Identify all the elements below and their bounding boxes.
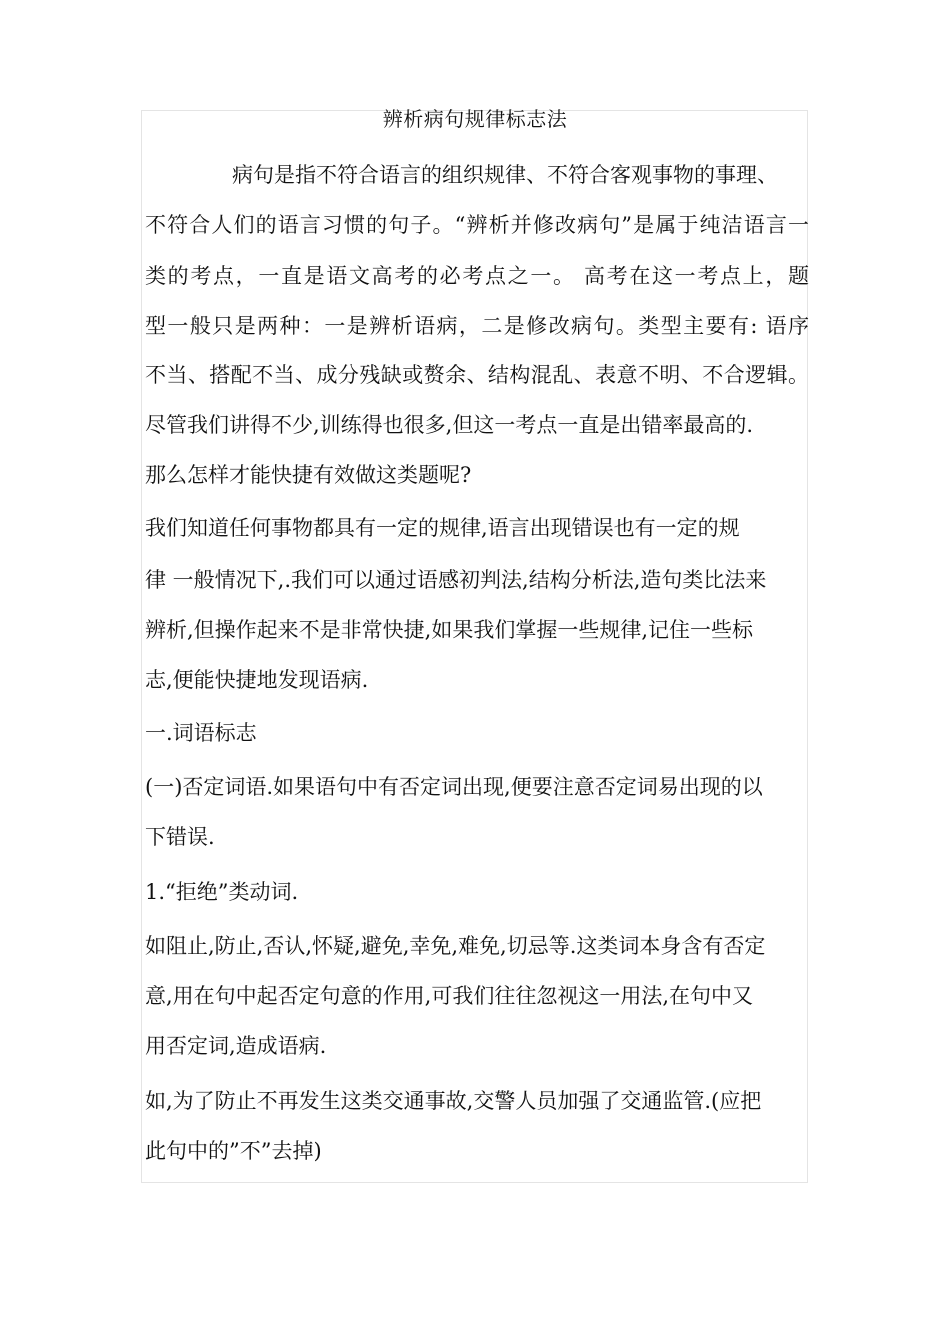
paragraph-line: 意,用在句中起否定句意的作用,可我们往往忽视这一用法,在句中又 <box>145 984 754 1008</box>
paragraph-line: 如阻止,防止,否认,怀疑,避免,幸免,难免,切忌等.这类词本身含有否定 <box>145 934 766 958</box>
paragraph-line: 律 一般情况下,.我们可以通过语感初判法,结构分析法,造句类比法来 <box>145 568 767 592</box>
paragraph-line: 用否定词,造成语病. <box>145 1034 327 1058</box>
paragraph-line: 如,为了防止不再发生这类交通事故,交警人员加强了交通监管.(应把 <box>145 1089 762 1113</box>
subsection-heading: 1.“拒绝”类动词. <box>145 880 299 904</box>
section-heading: 一.词语标志 <box>145 721 257 745</box>
paragraph-line: 我们知道任何事物都具有一定的规律,语言出现错误也有一定的规 <box>145 516 740 540</box>
paragraph-line: 此句中的”不”去掉) <box>145 1139 322 1163</box>
paragraph-line: 型一般只是两种：一是辨析语病，二是修改病句。类型主要有: 语序 <box>145 314 809 338</box>
paragraph-line: 辨析,但操作起来不是非常快捷,如果我们掌握一些规律,记住一些标 <box>145 618 754 642</box>
paragraph-line: 病句是指不符合语言的组织规律、不符合客观事物的事理、 <box>232 163 778 187</box>
paragraph-line: 那么怎样才能快捷有效做这类题呢? <box>145 463 472 487</box>
paragraph-line: 志,便能快捷地发现语病. <box>145 668 369 692</box>
paragraph-line: 下错误. <box>145 825 215 849</box>
document-title: 辨析病句规律标志法 <box>382 107 568 131</box>
paragraph-line: 不符合人们的语言习惯的句子。“辨析并修改病句”是属于纯洁语言一 <box>145 213 809 237</box>
paragraph-line: 不当、搭配不当、成分残缺或赘余、结构混乱、表意不明、不合逻辑。 <box>145 363 809 387</box>
paragraph-line: 尽管我们讲得不少,训练得也很多,但这一考点一直是出错率最高的. <box>145 413 754 437</box>
paragraph-line: (一)否定词语.如果语句中有否定词出现,便要注意否定词易出现的以 <box>145 775 763 799</box>
paragraph-line: 类的考点，一直是语文高考的必考点之一。 高考在这一考点上，题 <box>145 264 809 288</box>
